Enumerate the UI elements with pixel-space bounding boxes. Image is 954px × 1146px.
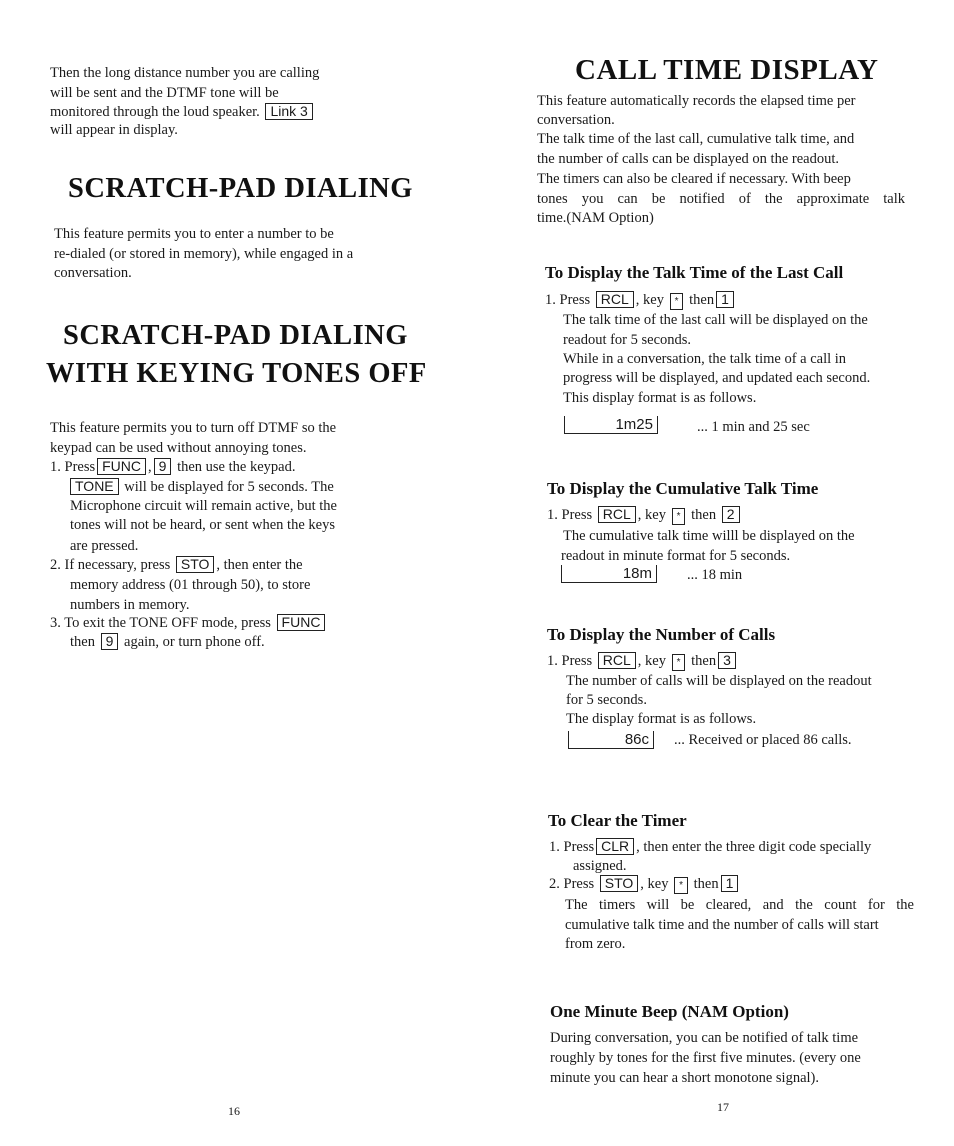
nc-then: then xyxy=(691,653,717,669)
call-time-p4: the number of calls can be displayed on the readout. xyxy=(537,151,839,167)
keying-step-2-l2: memory address (01 through 50), to store xyxy=(70,577,311,593)
num-calls-l2: The number of calls will be displayed on the readout xyxy=(566,673,872,689)
keying-step-1-l5: are pressed. xyxy=(70,538,139,554)
scratch-line-2: re-dialed (or stored in memory), while engaged in a xyxy=(54,246,354,262)
sto-key-2: STO xyxy=(600,875,639,892)
clear-step-1-l2: assigned. xyxy=(573,858,627,874)
readout-86c: 86c xyxy=(568,731,654,749)
scratch-pad-heading: SCRATCH-PAD DIALING xyxy=(68,173,413,204)
page-number-left: 16 xyxy=(228,1104,240,1118)
rcl-key: RCL xyxy=(596,291,634,308)
star-key-2: * xyxy=(672,508,686,525)
intro-line-2: will be sent and the DTMF tone will be xyxy=(50,85,279,101)
cumulative-l2: The cumulative talk time willl be displayed on the xyxy=(563,528,855,544)
star-key-4: * xyxy=(674,877,688,894)
clear-l3: The timers will be cleared, and the count for the xyxy=(565,897,914,913)
call-time-p6: tones you can be notified of the approximate talk xyxy=(537,191,905,207)
rcl-key-3: RCL xyxy=(598,652,636,669)
keying-step-3 xyxy=(50,614,327,633)
call-time-p3: The talk time of the last call, cumulative talk time, and xyxy=(537,131,855,147)
step-1-post: then use the keypad. xyxy=(177,459,296,475)
beep-l1: During conversation, you can be notified of talk time xyxy=(550,1030,859,1046)
lc-key-text: , key xyxy=(635,292,664,308)
readout-18m: 18m xyxy=(561,565,657,583)
call-time-p7: time.(NAM Option) xyxy=(537,210,654,226)
step-3-post: again, or turn phone off. xyxy=(124,634,265,650)
num-calls-step-1 xyxy=(547,652,738,671)
clr-key: CLR xyxy=(596,838,634,855)
lc-then: then xyxy=(689,292,715,308)
step-2-text: 2. If necessary, press xyxy=(50,557,171,573)
sto-key: STO xyxy=(176,556,215,573)
cl2-then: then xyxy=(693,876,719,892)
comma: , xyxy=(148,459,152,475)
cl-post: , then enter the three digit code specially xyxy=(636,839,872,855)
cu-key-text: , key xyxy=(637,507,666,523)
intro-line-4: will appear in display. xyxy=(50,122,178,138)
tone-display: TONE xyxy=(70,478,119,495)
call-time-p5: The timers can also be cleared if necessary. With beep xyxy=(537,171,851,187)
nine-key-2: 9 xyxy=(101,633,119,650)
one-key-2: 1 xyxy=(721,875,739,892)
last-call-l2: The talk time of the last call will be displayed on the xyxy=(563,312,868,328)
cumulative-step-1 xyxy=(547,506,742,525)
clear-timer-heading: To Clear the Timer xyxy=(548,811,687,830)
last-call-l6: This display format is as follows. xyxy=(563,390,757,406)
intro-line-1: Then the long distance number you are calling xyxy=(50,65,320,81)
three-key: 3 xyxy=(718,652,736,669)
keying-step-1-l4: tones will not be heard, or sent when the keys xyxy=(70,517,335,533)
last-call-l4: While in a conversation, the talk time of a call in xyxy=(563,351,847,367)
num-calls-l4: The display format is as follows. xyxy=(566,711,757,727)
star-key-3: * xyxy=(672,654,686,671)
func-key: FUNC xyxy=(97,458,146,475)
keying-step-1 xyxy=(50,458,295,477)
readout-1m25-note: ... 1 min and 25 sec xyxy=(697,419,810,435)
scratch-line-1: This feature permits you to enter a number to be xyxy=(54,226,334,242)
keying-step-1-l2 xyxy=(68,478,334,497)
nine-key: 9 xyxy=(154,458,172,475)
nc-key-text: , key xyxy=(637,653,666,669)
clear-step-2 xyxy=(549,875,740,894)
scratch-line-3: conversation. xyxy=(54,265,132,281)
keying-line-1: This feature permits you to turn off DTMF so the xyxy=(50,420,337,436)
cl2-press: 2. Press xyxy=(549,876,595,892)
beep-l2: roughly by tones for the first five minutes. (every one xyxy=(550,1050,861,1066)
intro-line-3 xyxy=(50,103,315,122)
keying-step-1-l3: Microphone circuit will remain active, but the xyxy=(70,498,337,514)
cu-then: then xyxy=(691,507,717,523)
keying-step-3-l2 xyxy=(70,633,265,652)
num-calls-l3: for 5 seconds. xyxy=(566,692,647,708)
one-minute-beep-heading: One Minute Beep (NAM Option) xyxy=(550,1002,789,1021)
step-2-post: , then enter the xyxy=(216,557,303,573)
nc-press: 1. Press xyxy=(547,653,593,669)
step-3-then: then xyxy=(70,634,95,650)
readout-18m-note: ... 18 min xyxy=(687,567,743,583)
call-time-heading: CALL TIME DISPLAY xyxy=(575,54,879,86)
clear-l5: from zero. xyxy=(565,936,626,952)
step-1-text: 1. Press xyxy=(50,459,96,475)
keying-tones-heading-1: SCRATCH-PAD DIALING xyxy=(63,320,408,351)
intro-line-3-text: monitored through the loud speaker. xyxy=(50,104,260,120)
two-key: 2 xyxy=(722,506,740,523)
link-3-display: Link 3 xyxy=(265,103,312,120)
cl2-key-text: , key xyxy=(640,876,669,892)
last-call-step-1 xyxy=(545,291,736,310)
keying-line-2: keypad can be used without annoying tones. xyxy=(50,440,307,456)
last-call-heading: To Display the Talk Time of the Last Call xyxy=(545,263,844,282)
cumulative-l3: readout in minute format for 5 seconds. xyxy=(561,548,791,564)
cl-press: 1. Press xyxy=(549,839,595,855)
keying-step-2 xyxy=(50,556,303,575)
keying-step-2-l3: numbers in memory. xyxy=(70,597,190,613)
page-number-right: 17 xyxy=(717,1100,729,1114)
clear-step-1 xyxy=(549,838,871,857)
readout-1m25: 1m25 xyxy=(564,416,658,434)
keying-tones-heading-2: WITH KEYING TONES OFF xyxy=(46,358,427,389)
step-1-l2-text: will be displayed for 5 seconds. The xyxy=(124,479,334,495)
beep-l3: minute you can hear a short monotone signal). xyxy=(550,1070,819,1086)
call-time-p2: conversation. xyxy=(537,112,615,128)
one-key: 1 xyxy=(716,291,734,308)
cumulative-heading: To Display the Cumulative Talk Time xyxy=(547,479,819,498)
last-call-l5: progress will be displayed, and updated each second. xyxy=(563,370,871,386)
readout-86c-note: ... Received or placed 86 calls. xyxy=(674,732,852,748)
cu-press: 1. Press xyxy=(547,507,593,523)
last-call-l3: readout for 5 seconds. xyxy=(563,332,692,348)
clear-l4: cumulative talk time and the number of calls will start xyxy=(565,917,879,933)
func-key-2: FUNC xyxy=(277,614,326,631)
num-calls-heading: To Display the Number of Calls xyxy=(547,625,776,644)
lc-press: 1. Press xyxy=(545,292,591,308)
call-time-p1: This feature automatically records the elapsed time per xyxy=(537,93,856,109)
step-3-text: 3. To exit the TONE OFF mode, press xyxy=(50,615,271,631)
rcl-key-2: RCL xyxy=(598,506,636,523)
star-key: * xyxy=(670,293,684,310)
